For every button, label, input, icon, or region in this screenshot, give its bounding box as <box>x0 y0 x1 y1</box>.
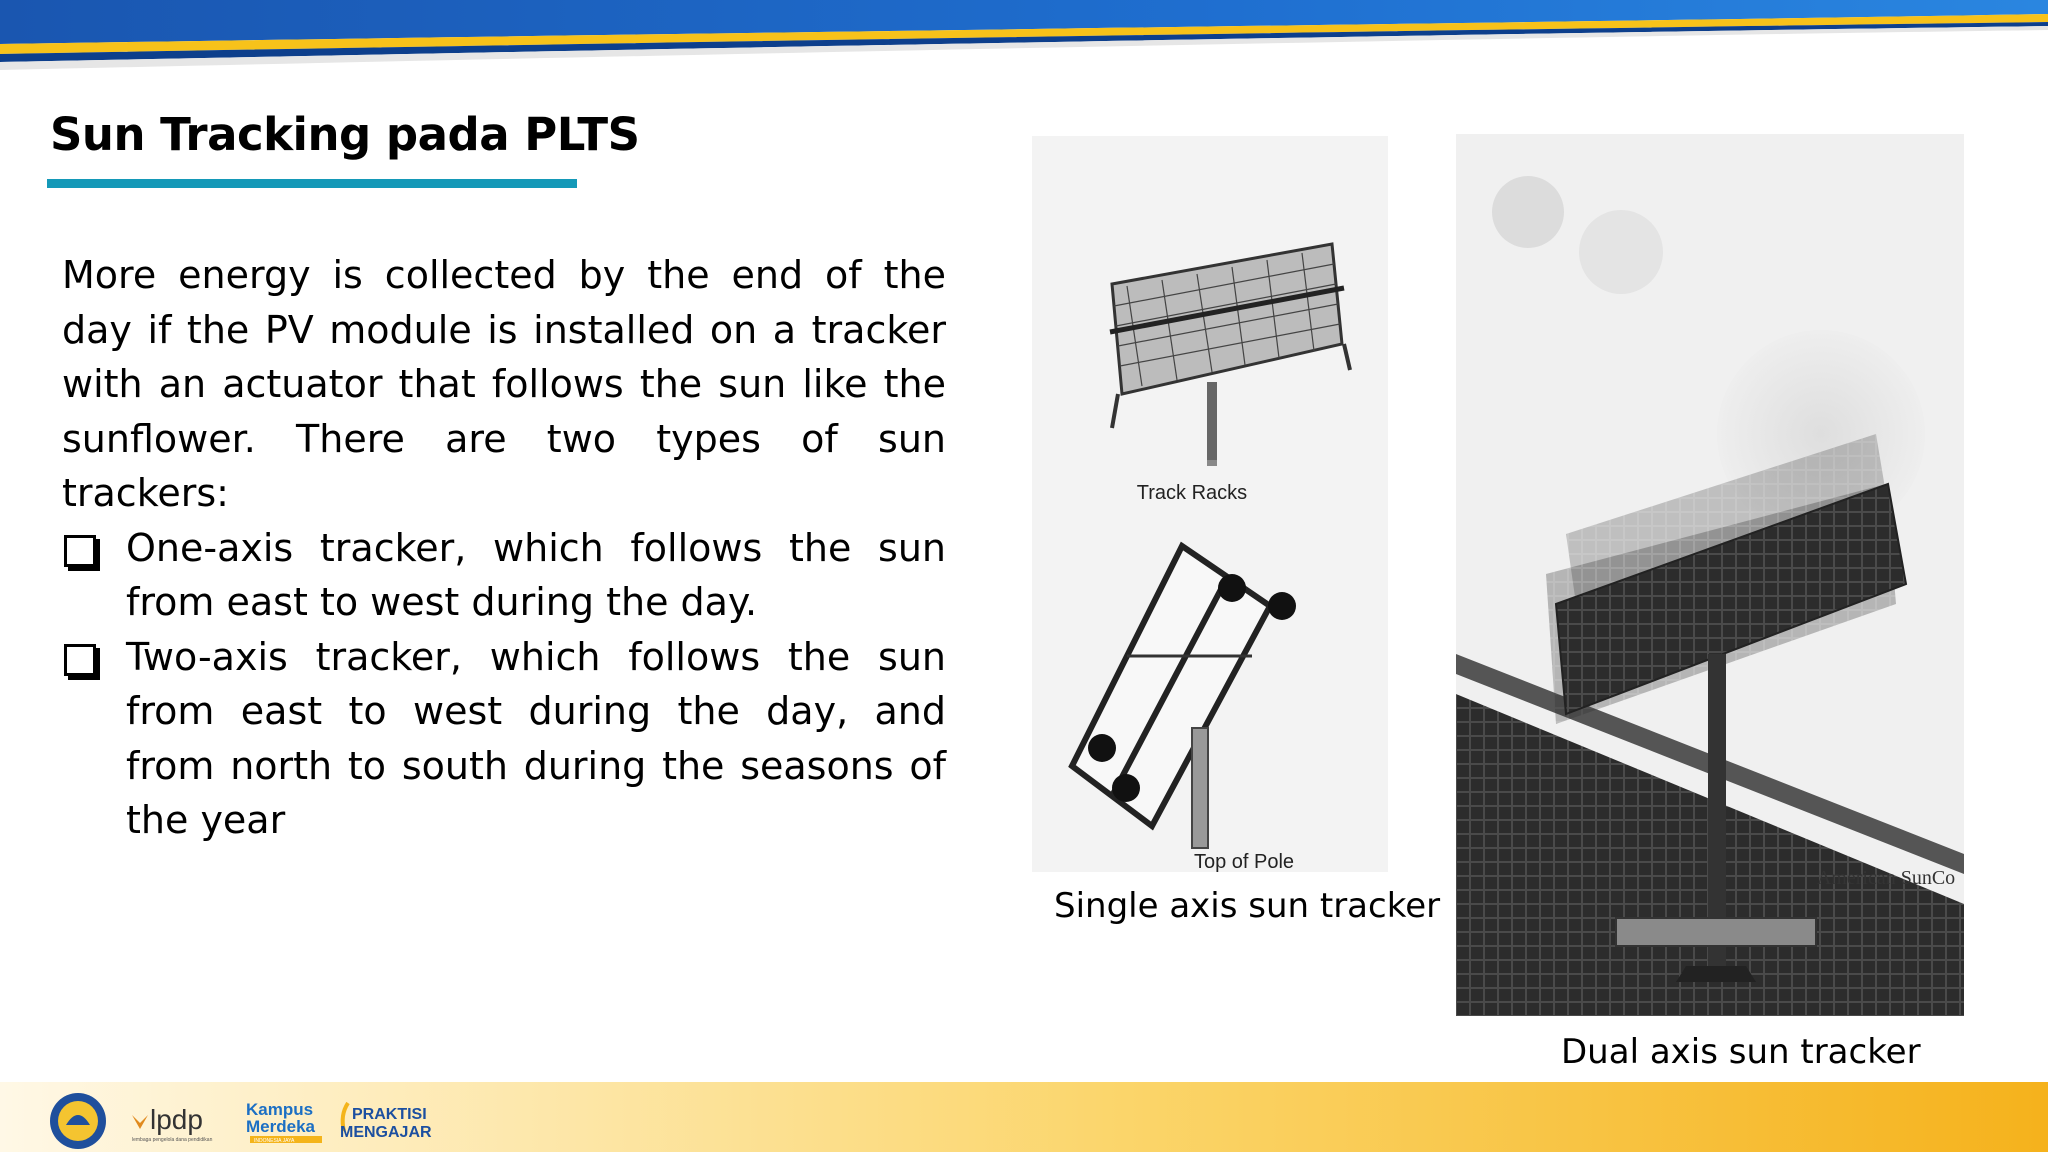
intro-paragraph: More energy is collected by the end of the day if the PV module is installed on a tracker with an actuator that follows the sun like the sunflower. There are two types of sun trackers: <box>62 253 946 515</box>
svg-text:lembaga pengelola dana pendidi: lembaga pengelola dana pendidikan <box>132 1137 213 1143</box>
top-decorative-band <box>0 0 2048 72</box>
bullet-text: Two-axis tracker, which follows the sun from east to west during the day, and from north to south during the seasons of the year <box>126 634 946 842</box>
dual-axis-tracker-image <box>1456 134 1964 1016</box>
title-underline <box>47 179 577 188</box>
kampus-merdeka-logo <box>246 1100 322 1144</box>
single-axis-caption: Single axis sun tracker <box>1054 886 1441 926</box>
top-of-pole-label: Top of Pole <box>1193 851 1295 872</box>
lpdp-logo <box>132 1104 213 1143</box>
svg-text:lpdp: lpdp <box>150 1104 203 1135</box>
american-sunco-watermark: American SunCo <box>1816 867 1956 889</box>
single-axis-tracker-image <box>1032 136 1388 872</box>
list-item <box>62 630 946 848</box>
slide-title: Sun Tracking pada PLTS <box>50 108 640 161</box>
list-item <box>62 521 946 630</box>
checkbox-icon <box>64 644 96 676</box>
svg-text:Kampus: Kampus <box>246 1100 314 1119</box>
bullet-text: One-axis tracker, which follows the sun from east to west during the day. <box>126 525 946 624</box>
checkbox-icon <box>64 535 96 567</box>
kemdikbud-logo <box>50 1093 106 1149</box>
svg-text:Merdeka: Merdeka <box>246 1117 315 1136</box>
svg-text:MENGAJAR: MENGAJAR <box>340 1124 432 1141</box>
body-text <box>62 248 946 848</box>
footer-logos <box>40 1085 500 1153</box>
dual-axis-caption: Dual axis sun tracker <box>1561 1032 1921 1072</box>
svg-text:INDONESIA JAYA: INDONESIA JAYA <box>254 1138 295 1144</box>
track-racks-label: Track Racks <box>1136 482 1248 504</box>
praktisi-mengajar-logo <box>340 1103 432 1141</box>
tracker-type-list <box>62 521 946 848</box>
svg-text:PRAKTISI: PRAKTISI <box>352 1106 427 1123</box>
